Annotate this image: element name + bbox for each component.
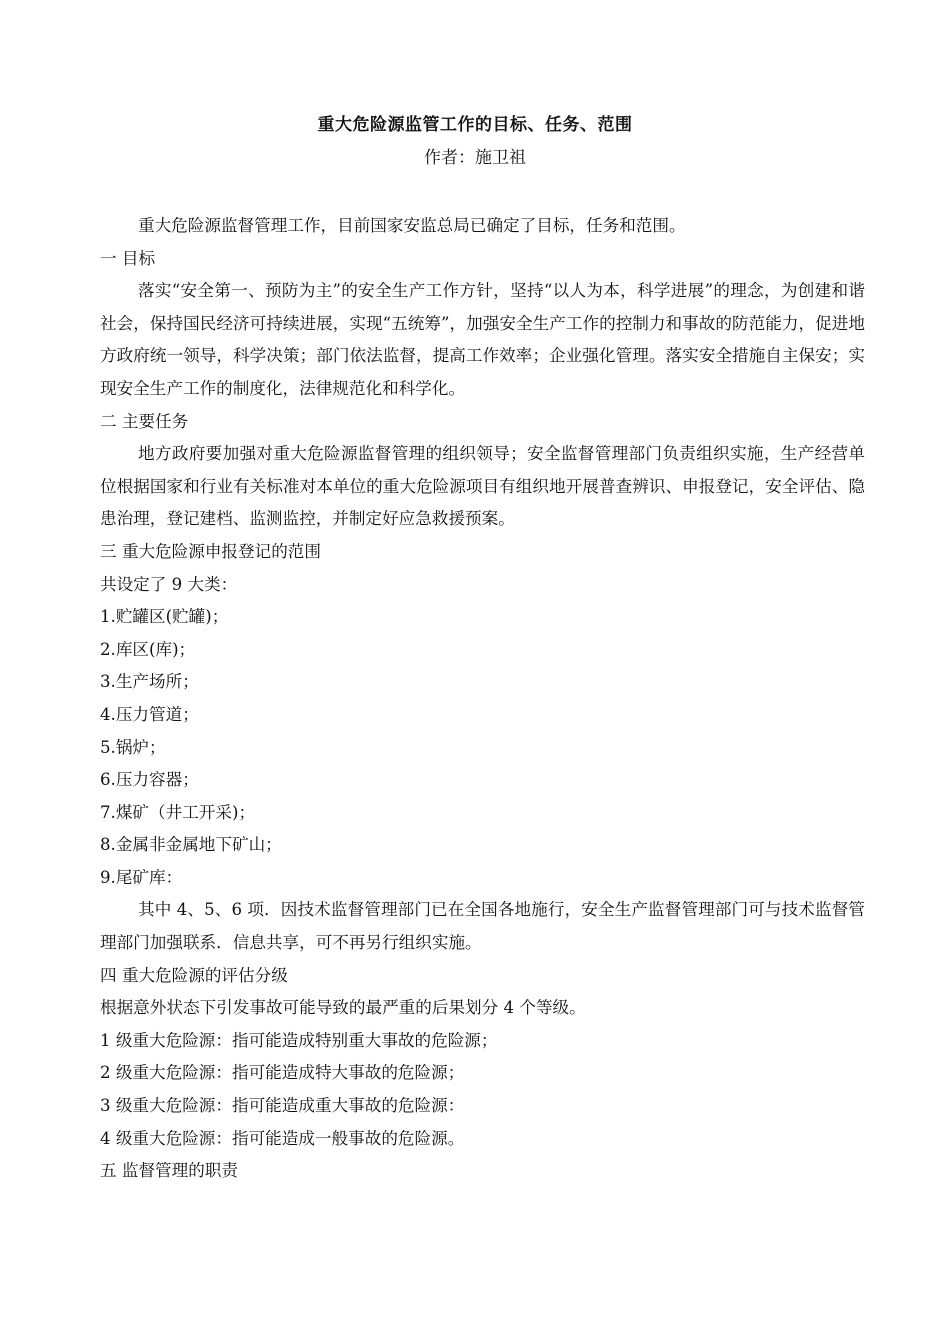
scope-item: 3.生产场所； bbox=[100, 672, 199, 692]
grading-level: 3 级重大危险源：指可能造成重大事故的危险源： bbox=[100, 1096, 465, 1116]
intro-paragraph: 重大危险源监督管理工作，目前国家安监总局已确定了目标，任务和范围。 bbox=[138, 216, 686, 235]
grading-lead: 根据意外状态下引发事故可能导致的最严重的后果划分 4 个等级。 bbox=[100, 998, 586, 1018]
section-heading-tasks: 二 主要任务 bbox=[100, 411, 189, 431]
scope-note-paragraph: 其中 4、5、6 项．因技术监督管理部门已在全国各地施行，安全生产监督管理部门可与技术监督管理部门加强联系．信息共享，可不再另行组织实施。 bbox=[100, 900, 865, 953]
tasks-paragraph: 地方政府要加强对重大危险源监督管理的组织领导；安全监督管理部门负责组织实施，生产经营单位根据国家和行业有关标准对本单位的重大危险源项目有组织地开展普查辨识、申报登记，安全评估、隐患治理，登记建档、监测监控，并制定好应急救援预案。 bbox=[100, 444, 865, 529]
scope-item: 1.贮罐区(贮罐)； bbox=[100, 607, 229, 627]
scope-item: 5.锅炉； bbox=[100, 737, 166, 757]
grading-level: 4 级重大危险源：指可能造成一般事故的危险源。 bbox=[100, 1128, 465, 1148]
scope-lead: 共设定了 9 大类： bbox=[100, 574, 238, 594]
grading-level: 1 级重大危险源：指可能造成特别重大事故的危险源； bbox=[100, 1030, 498, 1050]
section-heading-scope: 三 重大危险源申报登记的范围 bbox=[100, 541, 321, 561]
goals-paragraph: 落实“安全第一、预防为主”的安全生产工作方针，坚持“以人为本，科学进展”的理念，为创建和谐社会，保持国民经济可持续进展，实现“五统筹”，加强安全生产工作的控制力和事故的防范能力，促进地方政府统一领导，科学决策；部门依法监督，提高工作效率；企业强化管理。落实安全措施自主保安；实现安全生产工作的制度化，法律规范化和科学化。 bbox=[100, 281, 865, 398]
grading-level: 2 级重大危险源：指可能造成特大事故的危险源； bbox=[100, 1063, 465, 1083]
section-heading-grading: 四 重大危险源的评估分级 bbox=[100, 965, 288, 985]
scope-item: 6.压力容器； bbox=[100, 770, 199, 790]
scope-item: 7.煤矿（井工开采)； bbox=[100, 802, 256, 822]
section-heading-goals: 一 目标 bbox=[100, 248, 156, 268]
scope-item: 2.库区(库)； bbox=[100, 639, 196, 659]
document-title: 重大危险源监管工作的目标、任务、范围 bbox=[317, 115, 633, 135]
scope-item: 9.尾矿库： bbox=[100, 867, 183, 887]
document-body bbox=[100, 210, 865, 1188]
section-heading-duties: 五 监督管理的职责 bbox=[100, 1161, 239, 1181]
scope-item: 8.金属非金属地下矿山； bbox=[100, 835, 282, 855]
document-author: 作者：施卫祖 bbox=[424, 148, 526, 168]
scope-item: 4.压力管道； bbox=[100, 704, 199, 724]
